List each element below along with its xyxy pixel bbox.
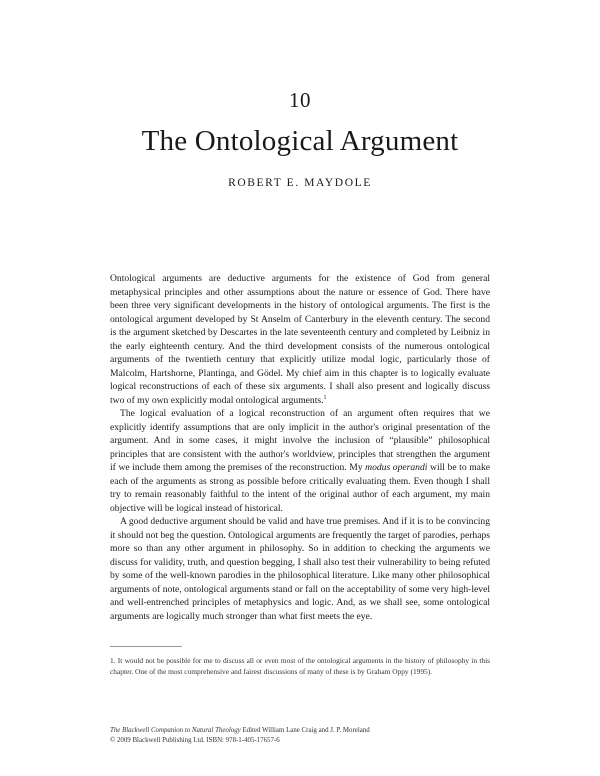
chapter-author: ROBERT E. MAYDOLE — [228, 177, 372, 189]
paragraph-2 — [110, 407, 490, 515]
paragraph-2-italic: modus operandi — [365, 462, 428, 473]
imprint-line-1 — [110, 726, 490, 736]
book-editors: Edited William Lane Craig and J. P. Moreland — [240, 727, 370, 734]
book-title: The Blackwell Companion to Natural Theology — [110, 727, 241, 734]
chapter-number: 10 — [289, 88, 311, 112]
footnote: 1. It would not be possible for me to discuss all or even most of the ontological arguments in the history of philosophy in this chapter. One of the most comprehensive and fairest discussions of many of these is by Graham Oppy (1995). — [110, 656, 490, 676]
paragraph-2-text-end: will be to make each of the arguments as strong as possible before critically evaluating them. Even though I shall try to remain reasonably faithful to the intent of the original author of each argument, my main objective will be logical instead of historical. — [110, 462, 490, 514]
copyright-line: © 2009 Blackwell Publishing Ltd. ISBN: 978-1-405-17657-6 — [110, 737, 280, 744]
body-text — [110, 272, 490, 623]
paragraph-2-text-start: The logical evaluation of a logical reconstruction of an argument often requires that we explicitly identify assumptions that are only implicit in the author's original presentation of the argument. And in some cases, it might involve the inclusion of “plausible” philosophical principles that are consistent with the author's worldview, principles that strengthen the argument if we include them among the premises of the reconstruction. My — [110, 408, 490, 473]
paragraph-1 — [110, 272, 490, 407]
chapter-title: The Ontological Argument — [141, 125, 459, 157]
paragraph-1-text: Ontological arguments are deductive arguments for the existence of God from general metaphysical principles and other assumptions about the nature or essence of God. There have been three very significant developments in the history of ontological arguments. The first is the ontological argument developed by St Anselm of Canterbury in the eleventh century. The second is the argument sketched by Descartes in the late seventeenth century and completed by Leibniz in the early eighteenth century. And the third development consists of the numerous ontological arguments of the twentieth century that explicitly utilize modal logic, particularly those of Malcolm, Hartshorne, Plantinga, and Gödel. My chief aim in this chapter is to logically evaluate logical reconstructions of each of these six arguments. I shall also present and logically discuss two of my own explicitly modal ontological arguments. — [110, 273, 490, 406]
paragraph-3: A good deductive argument should be valid and have true premises. And if it is to be convincing it should not beg the question. Ontological arguments are frequently the target of parodies, perhaps more so than any other argument in philosophy. So in addition to checking the arguments we discuss for validity, truth, and question begging, I shall also test their vulnerability to being refuted by some of the well-known parodies in the philosophical literature. Like many other philosophical arguments of note, ontological arguments stand or fall on the acceptability of some very high-level and well-entrenched principles of metaphysics and logic. And, as we shall see, some ontological arguments are logically much stronger than what first meets the eye. — [110, 516, 490, 622]
footnote-reference[interactable]: 1 — [323, 394, 327, 401]
footnote-divider — [110, 646, 182, 647]
publication-imprint — [110, 726, 490, 746]
